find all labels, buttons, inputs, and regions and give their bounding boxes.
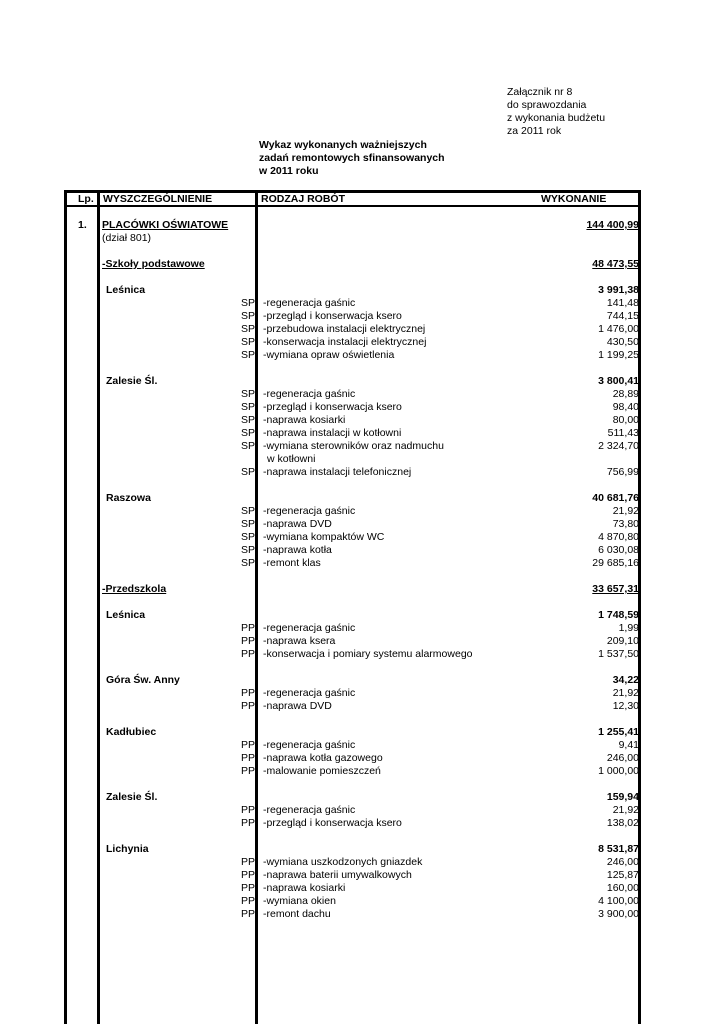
row-execution: 1,99 (618, 622, 639, 634)
row-specification: -Przedszkola (102, 583, 167, 595)
table-row (64, 739, 641, 752)
row-work-type: -wymiana opraw oświetlenia (263, 349, 395, 361)
row-execution: 756,99 (606, 466, 639, 478)
row-work-type: -remont dachu (263, 908, 331, 920)
title-line: Wykaz wykonanych ważniejszych (259, 139, 427, 151)
table-row (64, 635, 641, 648)
table-row (64, 674, 641, 687)
renovation-table (64, 190, 641, 1024)
attachment-note (507, 86, 605, 138)
row-execution: 430,50 (606, 336, 639, 348)
row-execution: 80,00 (612, 414, 639, 426)
row-code: PP (240, 895, 255, 907)
row-code: SP (240, 401, 255, 413)
table-row (64, 882, 641, 895)
row-work-type: -naprawa ksera (263, 635, 336, 647)
table-row (64, 284, 641, 297)
row-execution: 1 537,50 (598, 648, 639, 660)
row-work-type: -regeneracja gaśnic (263, 804, 356, 816)
row-execution: 141,48 (606, 297, 639, 309)
row-code: SP (240, 297, 255, 309)
table-row (64, 232, 641, 245)
row-execution: 1 000,00 (598, 765, 639, 777)
row-code: SP (240, 323, 255, 335)
row-work-type: -regeneracja gaśnic (263, 388, 356, 400)
table-row (64, 323, 641, 336)
table-row (64, 700, 641, 713)
row-execution: 73,80 (612, 518, 639, 530)
row-execution: 209,10 (606, 635, 639, 647)
table-row (64, 544, 641, 557)
row-work-type: -wymiana okien (263, 895, 336, 907)
row-work-type: -naprawa DVD (263, 518, 332, 530)
row-execution: 2 324,70 (598, 440, 639, 452)
row-execution: 160,00 (606, 882, 639, 894)
row-execution: 1 199,25 (598, 349, 639, 361)
row-work-type: -regeneracja gaśnic (263, 687, 356, 699)
row-execution: 3 991,38 (598, 284, 639, 296)
row-execution: 34,22 (612, 674, 639, 686)
title-line: zadań remontowych sfinansowanych (259, 152, 445, 164)
row-code: PP (240, 687, 255, 699)
row-code: SP (240, 388, 255, 400)
row-execution: 3 900,00 (598, 908, 639, 920)
table-row (64, 648, 641, 661)
row-work-type: -przebudowa instalacji elektrycznej (263, 323, 426, 335)
row-code: SP (240, 518, 255, 530)
table-row (64, 349, 641, 362)
row-work-type: -przegląd i konserwacja ksero (263, 817, 402, 829)
row-execution: 28,89 (612, 388, 639, 400)
table-row (64, 687, 641, 700)
table-row (64, 609, 641, 622)
table-row (64, 388, 641, 401)
row-work-type: -przegląd i konserwacja ksero (263, 401, 402, 413)
row-specification: Góra Św. Anny (106, 674, 180, 686)
row-code: SP (240, 505, 255, 517)
table-row (64, 622, 641, 635)
table-row (64, 531, 641, 544)
row-specification: Lichynia (106, 843, 149, 855)
row-code: SP (240, 466, 255, 478)
row-execution: 9,41 (618, 739, 639, 751)
row-specification: Zalesie Śl. (106, 791, 158, 803)
table-row (64, 453, 641, 466)
row-work-type: -naprawa kosiarki (263, 882, 346, 894)
row-code: PP (240, 869, 255, 881)
row-work-type: -naprawa DVD (263, 700, 332, 712)
row-execution: 6 030,08 (598, 544, 639, 556)
row-code: SP (240, 349, 255, 361)
row-execution: 246,00 (606, 752, 639, 764)
table-row (64, 336, 641, 349)
table-row (64, 791, 641, 804)
table-row (64, 856, 641, 869)
row-execution: 98,40 (612, 401, 639, 413)
table-row (64, 440, 641, 453)
row-specification: (dział 801) (102, 232, 152, 244)
row-code: SP (240, 557, 255, 569)
row-work-type: -regeneracja gaśnic (263, 505, 356, 517)
row-execution: 159,94 (606, 791, 639, 803)
row-work-type: -wymiana sterowników oraz nadmuchu (263, 440, 444, 452)
row-specification: Leśnica (106, 284, 146, 296)
row-execution: 1 255,41 (598, 726, 639, 738)
row-execution: 33 657,31 (592, 583, 639, 595)
row-execution: 40 681,76 (592, 492, 639, 504)
table-row (64, 895, 641, 908)
row-execution: 3 800,41 (598, 375, 639, 387)
row-code: PP (240, 739, 255, 751)
row-execution: 8 531,87 (598, 843, 639, 855)
row-execution: 29 685,16 (592, 557, 639, 569)
row-code: PP (240, 648, 255, 660)
table-row (64, 583, 641, 596)
table-row (64, 518, 641, 531)
row-code: PP (240, 635, 255, 647)
row-work-type: -remont klas (263, 557, 321, 569)
row-work-type: -naprawa instalacji w kotłowni (263, 427, 402, 439)
attachment-line: z wykonania budżetu (507, 112, 606, 124)
row-execution: 4 100,00 (598, 895, 639, 907)
table-row (64, 310, 641, 323)
table-row (64, 804, 641, 817)
row-work-type: -wymiana kompaktów WC (263, 531, 385, 543)
table-row (64, 375, 641, 388)
row-execution: 1 476,00 (598, 323, 639, 335)
row-work-type: -regeneracja gaśnic (263, 297, 356, 309)
table-row (64, 427, 641, 440)
row-code: PP (240, 752, 255, 764)
table-row (64, 401, 641, 414)
row-code: SP (240, 310, 255, 322)
table-row (64, 492, 641, 505)
row-execution: 21,92 (612, 804, 639, 816)
row-code: PP (240, 817, 255, 829)
row-work-type: -regeneracja gaśnic (263, 739, 356, 751)
header-work-type: RODZAJ ROBÓT (261, 193, 345, 205)
row-code: PP (240, 622, 255, 634)
table-row (64, 219, 641, 232)
row-execution: 246,00 (606, 856, 639, 868)
table-row (64, 414, 641, 427)
row-code: SP (240, 440, 255, 452)
attachment-line: za 2011 rok (507, 125, 562, 137)
row-work-type: -malowanie pomieszczeń (263, 765, 381, 777)
document-title (259, 139, 445, 178)
attachment-line: Załącznik nr 8 (507, 86, 573, 98)
row-execution: 511,43 (607, 427, 639, 439)
table-row (64, 726, 641, 739)
attachment-line: do sprawozdania (507, 99, 587, 111)
header-bottom-border (64, 205, 641, 207)
row-specification: Leśnica (106, 609, 146, 621)
row-specification: PLACÓWKI OŚWIATOWE (102, 219, 229, 231)
row-work-type: -wymiana uszkodzonych gniazdek (263, 856, 423, 868)
row-execution: 1 748,59 (598, 609, 639, 621)
row-execution: 21,92 (612, 505, 639, 517)
table-row (64, 752, 641, 765)
row-work-type: -naprawa kotła (263, 544, 332, 556)
row-code: PP (240, 856, 255, 868)
row-work-type: -konserwacja i pomiary systemu alarmowego (263, 648, 473, 660)
header-execution: WYKONANIE (541, 193, 607, 205)
row-execution: 744,15 (606, 310, 639, 322)
row-work-type: -naprawa instalacji telefonicznej (263, 466, 412, 478)
table-row (64, 258, 641, 271)
table-row (64, 297, 641, 310)
title-line: w 2011 roku (259, 165, 319, 177)
row-code: PP (240, 882, 255, 894)
table-row (64, 817, 641, 830)
row-execution: 21,92 (612, 687, 639, 699)
table-row (64, 843, 641, 856)
row-work-type: -regeneracja gaśnic (263, 622, 356, 634)
row-specification: -Szkoły podstawowe (102, 258, 205, 270)
row-work-type: -naprawa kosiarki (263, 414, 346, 426)
table-row (64, 557, 641, 570)
row-execution: 48 473,55 (592, 258, 639, 270)
row-work-type: -naprawa baterii umywalkowych (263, 869, 412, 881)
row-execution: 4 870,80 (598, 531, 639, 543)
row-work-type: -konserwacja instalacji elektrycznej (263, 336, 427, 348)
header-specification: WYSZCZEGÓLNIENIE (103, 193, 213, 205)
row-work-type: w kotłowni (267, 453, 316, 465)
row-code: PP (240, 804, 255, 816)
table-row (64, 765, 641, 778)
table-row (64, 466, 641, 479)
row-code: SP (240, 544, 255, 556)
row-execution: 144 400,99 (586, 219, 639, 231)
row-execution: 138,02 (606, 817, 639, 829)
row-specification: Kadłubiec (106, 726, 157, 738)
row-code: PP (240, 908, 255, 920)
row-code: SP (240, 336, 255, 348)
row-code: SP (240, 531, 255, 543)
row-code: PP (240, 700, 255, 712)
row-work-type: -przegląd i konserwacja ksero (263, 310, 402, 322)
row-execution: 125,87 (606, 869, 639, 881)
row-code: SP (240, 427, 255, 439)
row-lp: 1. (78, 219, 87, 231)
row-work-type: -naprawa kotła gazowego (263, 752, 383, 764)
row-code: PP (240, 765, 255, 777)
row-specification: Zalesie Śl. (106, 375, 158, 387)
table-row (64, 505, 641, 518)
row-specification: Raszowa (106, 492, 151, 504)
row-code: SP (240, 414, 255, 426)
row-execution: 12,30 (612, 700, 639, 712)
table-row (64, 869, 641, 882)
header-lp: Lp. (78, 193, 94, 205)
table-row (64, 908, 641, 921)
